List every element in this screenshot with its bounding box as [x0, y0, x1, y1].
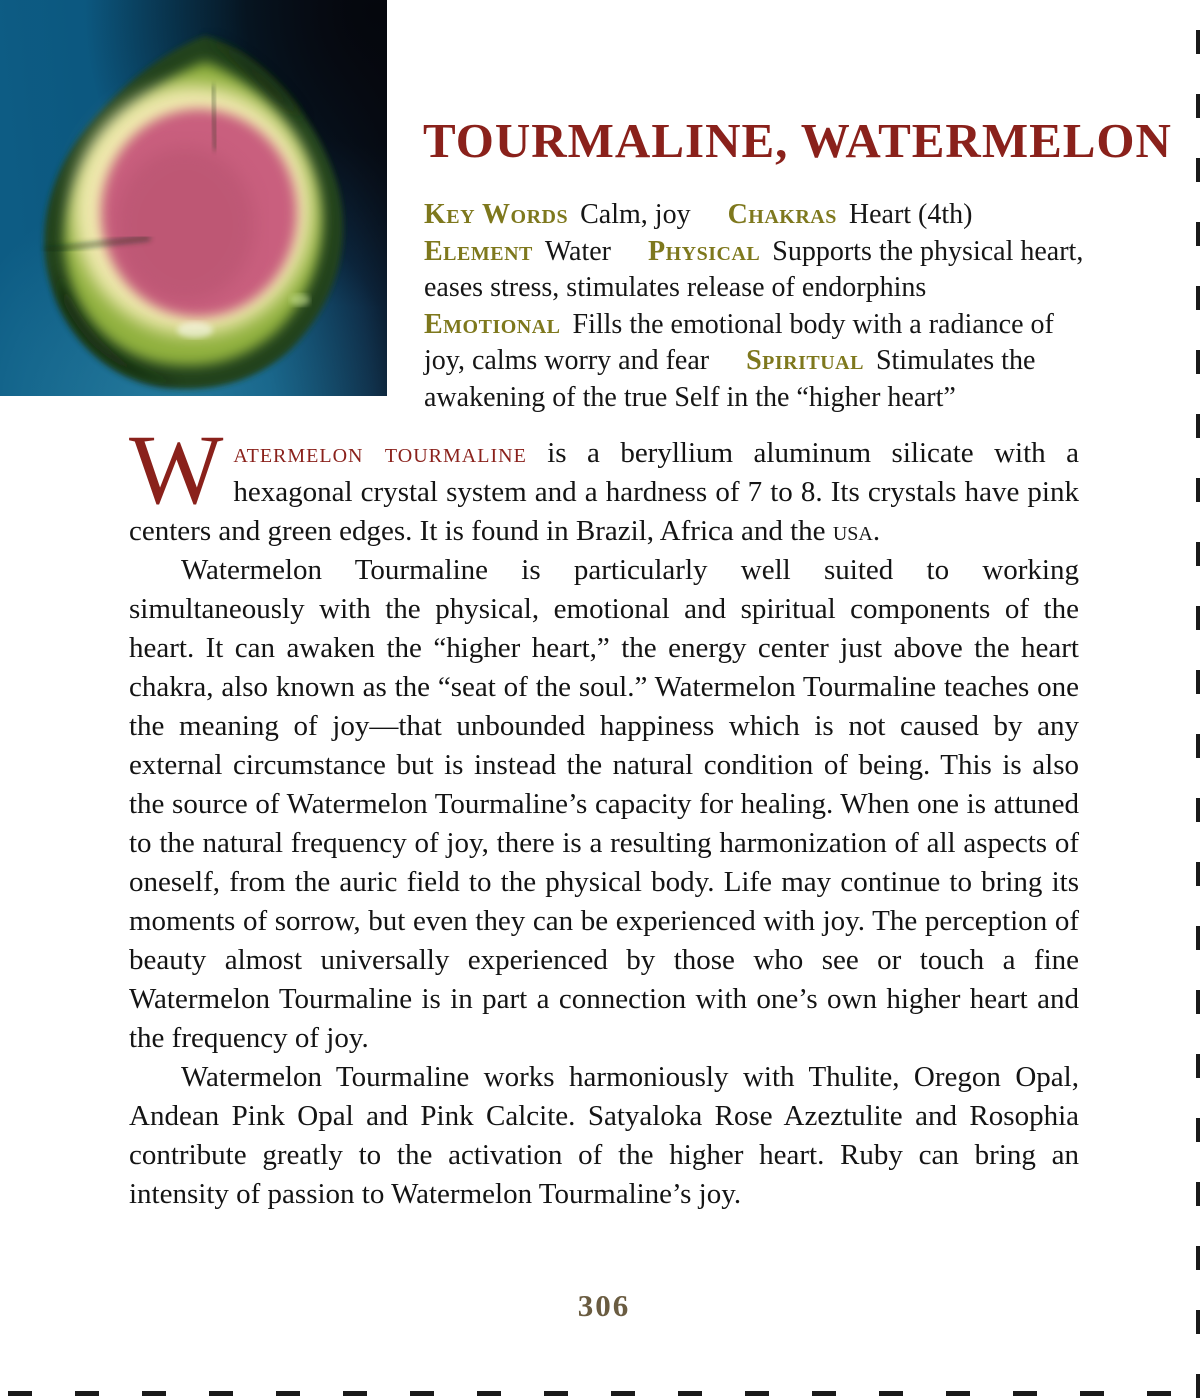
element-label: Element	[424, 235, 533, 267]
spiritual-value: Stimulates the awakening of the true Self in the “higher heart”	[424, 345, 1036, 413]
page-title: TOURMALINE, WATERMELON	[423, 112, 1172, 168]
right-edge-dashed-border	[1196, 30, 1200, 1400]
paragraph-2: Watermelon Tourmaline is particularly well suited to working simultaneously with the physical, emotional and spiritual components of the heart. It can awaken the “higher heart,” the energy center just above the heart chakra, also known as the “seat of the soul.” Watermelon Tourmaline teaches one the meaning of joy—that unbounded happiness which is not caused by any external circumstance but is instead the natural condition of being. This is also the source of Watermelon Tourmaline’s capacity for healing. When one is attuned to the natural frequency of joy, there is a resulting harmonization of all aspects of oneself, from the auric field to the physical body. Life may continue to bring its moments of sorrow, but even they can be experienced with joy. The perception of beauty almost universally experienced by those who see or touch a fine Watermelon Tourmaline is in part a connection with one’s own higher heart and the frequency of joy.	[129, 554, 1079, 1054]
crystal-glint	[290, 294, 310, 306]
paragraph-3: Watermelon Tourmaline works harmoniously with Thulite, Oregon Opal, Andean Pink Opal and Pink Calcite. Satyaloka Rose Azeztulite and Rosophia contribute greatly to the activation of the higher heart. Ruby can bring an intensity of passion to Watermelon Tourmaline’s joy.	[129, 1061, 1079, 1210]
usa-smallcaps: usa	[832, 515, 873, 547]
watermelon-tourmaline-photo	[0, 0, 387, 396]
attribute-block	[424, 197, 1084, 416]
intro-paragraph	[129, 414, 1079, 551]
key-words-value: Calm, joy	[580, 199, 691, 230]
intro-text: is a beryllium aluminum silicate with a hexagonal crystal system and a hardness of 7 to 8. Its crystals have pink centers and green edges. It is found in Brazil, Africa and the	[129, 437, 1079, 547]
chakras-label: Chakras	[727, 199, 837, 230]
physical-label: Physical	[648, 235, 761, 267]
drop-cap: W	[129, 414, 224, 525]
spiritual-label: Spiritual	[746, 345, 864, 376]
element-value: Water	[544, 235, 612, 267]
emotional-value: Fills the emotional body with a radiance of joy, calms worry and fear	[424, 308, 1054, 376]
intro-period: .	[872, 515, 881, 547]
physical-value: Supports the physical heart, eases stress, stimulates release of endorphins	[424, 235, 1084, 303]
body-text	[129, 414, 1079, 1214]
emotional-label: Emotional	[424, 308, 561, 340]
crystal-photo-svg	[0, 0, 387, 396]
intro-lead-smallcaps: atermelon tourmaline	[233, 437, 527, 469]
chakras-value: Heart (4th)	[848, 199, 973, 230]
crystal-pink-mottling	[115, 147, 255, 303]
crystal-highlight	[177, 322, 213, 338]
bottom-edge-dashed-border	[8, 1391, 1192, 1396]
key-words-label: Key Words	[424, 199, 569, 230]
page-number: 306	[577, 1288, 631, 1323]
